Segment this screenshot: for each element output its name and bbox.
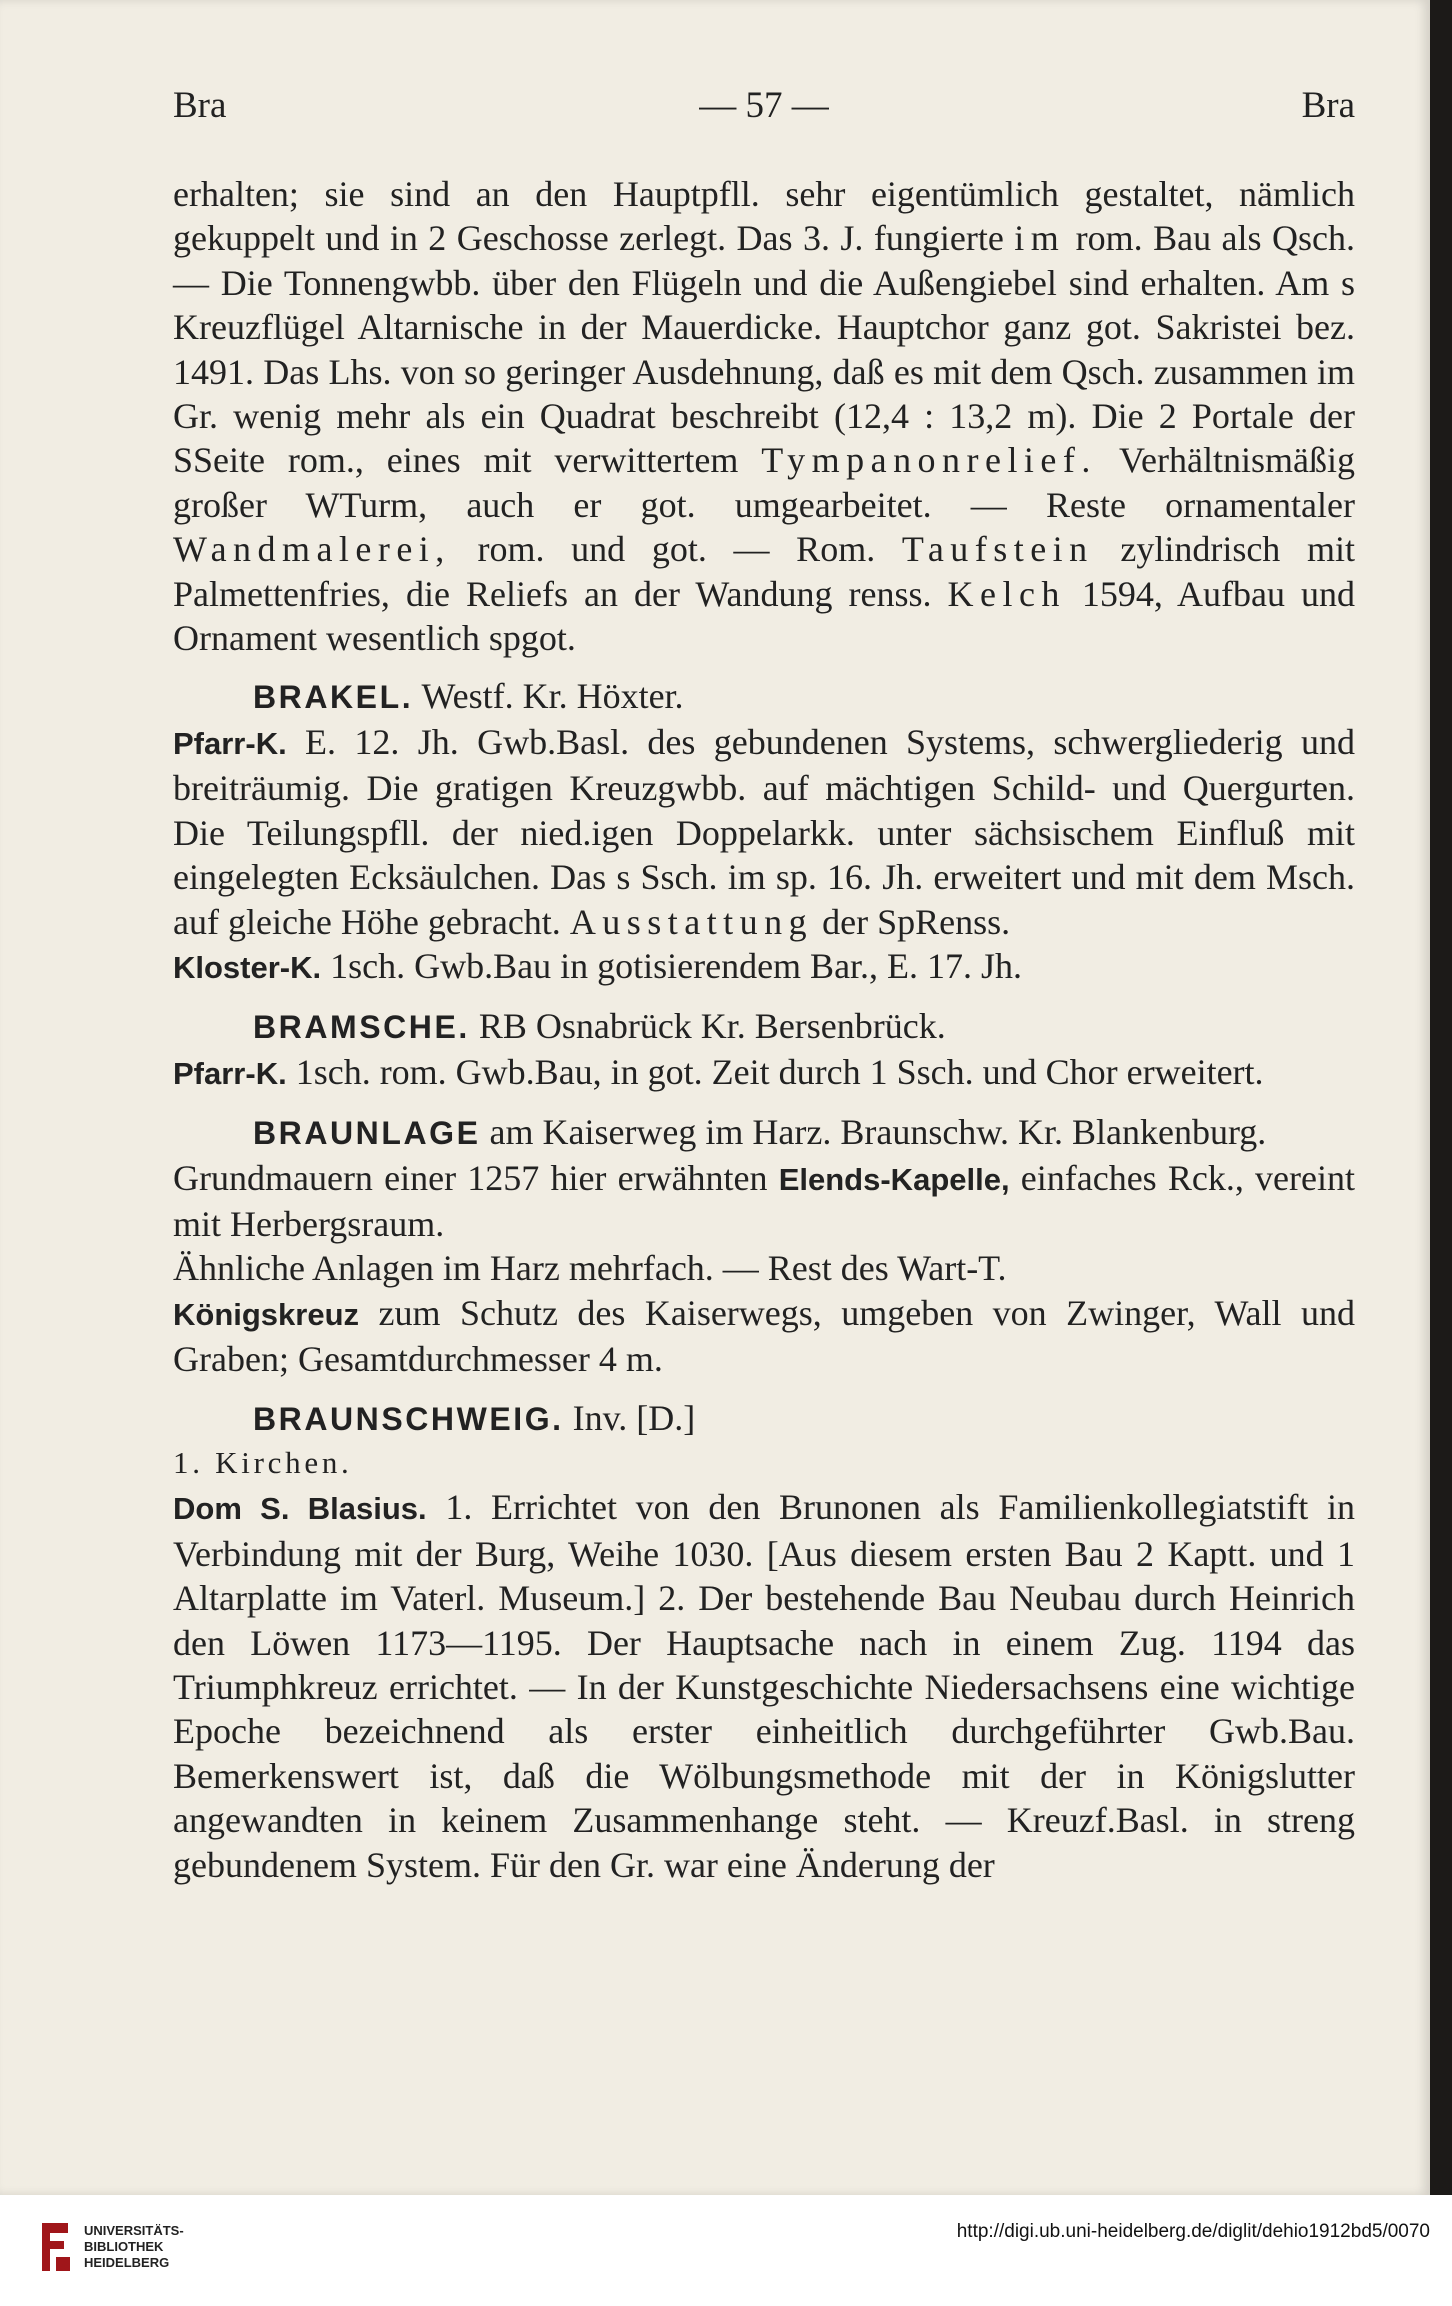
place-name: BRAUNLAGE — [253, 1115, 481, 1152]
header-left: Bra — [173, 85, 227, 126]
paragraph-continuation: erhalten; sie sind an den Hauptpfll. sehr eigentümlich gestaltet, nämlich gekuppelt und in 2 Geschosse zerlegt. Das 3. J. fungierte im rom. Bau als Qsch. — Die Tonnengwbb. über den Flügeln und die Außengiebel sind erhalten. Am s Kreuzflügel Altarnische in der Mauerdicke. Hauptchor ganz got. Sakristei bez. 1491. Das Lhs. von so geringer Ausdehnung, daß es mit dem Qsch. zusammen im Gr. wenig mehr als ein Quadrat beschreibt (12,4 : 13,2 m). Die 2 Portale der SSeite rom., eines mit verwittertem Tympanonrelief. Verhältnismäßig großer WTurm, auch er got. umgearbeitet. — Reste ornamentaler Wandmalerei, rom. und got. — Rom. Taufstein zylindrisch mit Palmettenfries, die Reliefs an der Wandung renss. Kelch 1594, Aufbau und Ornament wesentlich spgot. — [173, 174, 1355, 659]
braunlage-grundmauern: Grundmauern einer 1257 hier erwähnten Elends-Kapelle, einfaches Rck., vereint mit Herbergsraum. — [173, 1157, 1355, 1244]
section-kirchen: 1. Kirchen. — [173, 1444, 353, 1480]
place-name: BRAMSCHE. — [253, 1009, 470, 1046]
place-name: BRAKEL. — [253, 679, 414, 716]
brakel-klosterkirche: Kloster-K. 1sch. Gwb.Bau in gotisierendem Bar., E. 17. Jh. — [173, 945, 1023, 986]
bramsche-pfarrkirche: Pfarr-K. 1sch. rom. Gwb.Bau, in got. Zeit durch 1 Ssch. und Chor erweitert. — [173, 1051, 1264, 1092]
braunschweig-dom: Dom S. Blasius. 1. Errichtet von den Brunonen als Familienkollegiatstift in Verbindung mit der Burg, Weihe 1030. [Aus diesem ersten Bau 2 Kaptt. und 1 Altarplatte im Vaterl. Museum.] 2. Der bestehende Bau Neubau durch Heinrich den Löwen 1173—1195. Der Hauptsache nach in einem Zug. 1194 das Triumphkreuz errichtet. — In der Kunstgeschichte Niedersachsens eine wichtige Epoche bezeichnend als erster einheitlich durchgeführter Gwb.Bau. Bemerkenswert ist, daß die Wölbungsmethode mit der in Königslutter angewandten in keinem Zusammenhange steht. — Kreuzf.Basl. in streng gebundenem System. Für den Gr. war eine Änderung der — [173, 1487, 1355, 1885]
entry-braunlage: BRAUNLAGE am Kaiserweg im Harz. Braunschw. Kr. Blankenburg. — [253, 1112, 1267, 1153]
place-name: BRAUNSCHWEIG. — [253, 1400, 564, 1437]
entry-brakel: BRAKEL. Westf. Kr. Höxter. — [253, 676, 684, 717]
header-right: Bra — [1301, 85, 1355, 126]
library-logo-icon — [40, 2219, 72, 2275]
source-url-link[interactable]: http://digi.ub.uni-heidelberg.de/diglit/dehio1912bd5/0070 — [956, 2221, 1430, 2242]
brakel-pfarrkirche: Pfarr-K. E. 12. Jh. Gwb.Basl. des gebundenen Systems, schwergliederig und breiträumig. Die gratigen Kreuzgwbb. auf mächtigen Schild- und Quergurten. Die Teilungspfll. der nied.igen Doppelarkk. unter sächsischem Einfluß mit eingelegten Ecksäulchen. Das s Ssch. im sp. 16. Jh. erweitert und mit dem Msch. auf gleiche Höhe gebracht. Ausstattung der SpRenss. — [173, 721, 1355, 942]
running-header — [173, 84, 1355, 134]
footer-bar — [0, 2195, 1452, 2306]
braunlage-koenigskreuz: Königskreuz zum Schutz des Kaiserwegs, umgeben von Zwinger, Wall und Graben; Gesamtdurchmesser 4 m. — [173, 1292, 1355, 1380]
page-body — [173, 172, 1355, 1887]
page-number: — 57 — — [699, 85, 829, 126]
braunlage-anlagen: Ähnliche Anlagen im Harz mehrfach. — Rest des Wart-T. — [173, 1248, 1007, 1289]
entry-bramsche: BRAMSCHE. RB Osnabrück Kr. Bersenbrück. — [253, 1006, 946, 1047]
entry-braunschweig: BRAUNSCHWEIG. Inv. [D.] — [253, 1397, 696, 1438]
library-name: UNIVERSITÄTS- BIBLIOTHEK HEIDELBERG — [84, 2223, 184, 2270]
